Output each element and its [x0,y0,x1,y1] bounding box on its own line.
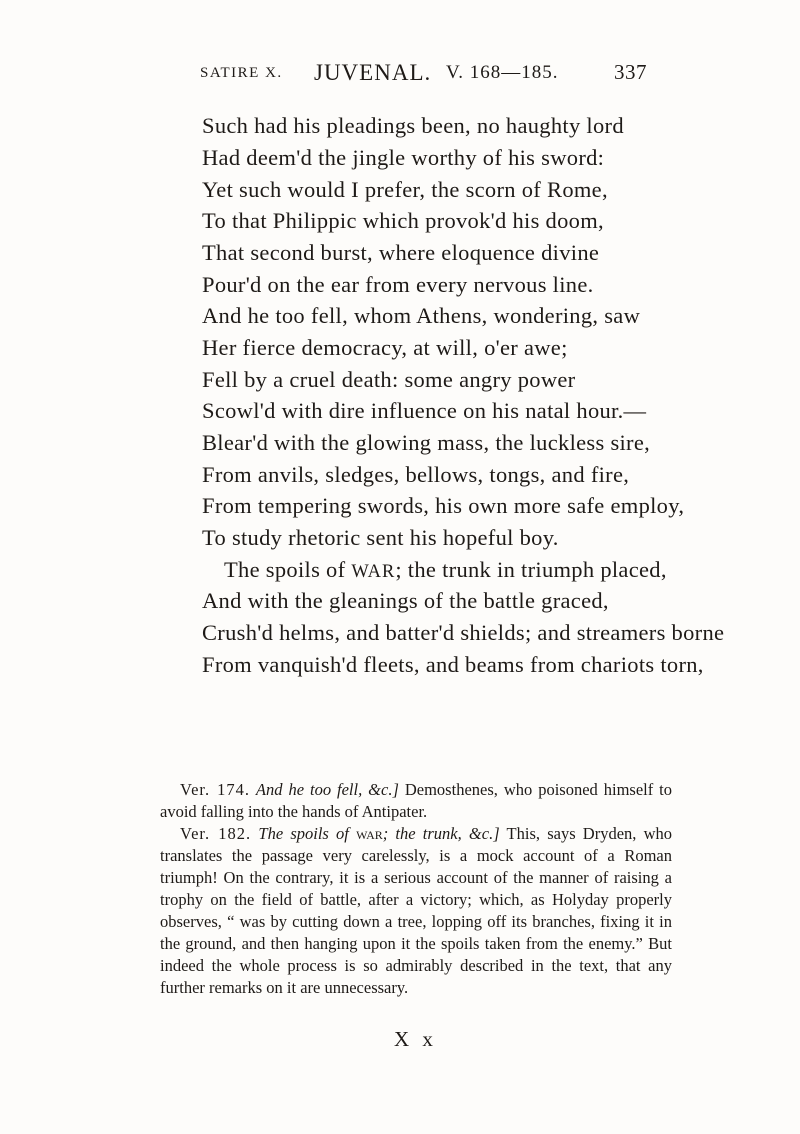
poem-line: From anvils, sledges, bellows, tongs, and fire, [202,462,630,487]
footnote [160,779,672,823]
poem-line: Crush'd helms, and batter'd shields; and streamers borne [202,620,725,645]
note-text: This, says Dryden, who translates the passage very carelessly, is a mock account of a Roman triumph! On the contrary, it is a serious account of the manner of raising a trophy on the field of battle, after a victory; which, as Holyday properly observes, “ was by cutting down a tree, lopping off its branches, fixing it in the ground, and then hanging upon it the spoils taken from the enemy.” But indeed the whole process is so admirably described in the text, that any further remarks on it are unnecessary. [160,824,673,997]
note-cue: And he too fell, &c.] [255,780,399,799]
note-cue: The spoils of [258,824,349,843]
note-text: Demosthenes, who poisoned himself to avoid falling into the hands of Antipater. [160,780,673,821]
poem-line: Her fierce democracy, at will, o'er awe; [202,335,568,360]
page-number: 337 [614,60,647,84]
poem-line: Scowl'd with dire influence on his natal hour.— [202,398,647,423]
poem-line-a: The spoils of WAR; the trunk in triumph placed, [224,557,667,582]
poem-line: And he too fell, whom Athens, wondering, saw [202,303,641,328]
note-reference: Ver. 182. [180,824,252,843]
poem-line: To study rhetoric sent his hopeful boy. [202,525,559,550]
poem-line: To that Philippic which provok'd his doom, [202,208,604,233]
note-cue-tail: ; the trunk, &c.] [382,824,500,843]
footnotes [160,779,672,999]
poem-line: From vanquish'd fleets, and beams from chariots torn, [202,652,704,677]
poem-line: Yet such would I prefer, the scorn of Rome, [202,177,608,202]
poem-line: Such had his pleadings been, no haughty lord [202,113,624,138]
poem-line [224,556,667,585]
poem-line: Blear'd with the glowing mass, the luckless sire, [202,430,651,455]
footnote [160,823,672,999]
note-cue-small-caps: war [356,824,383,843]
author-name: JUVENAL. [314,60,432,85]
poem-line: Pour'd on the ear from every nervous line. [202,272,594,297]
poem-line: Had deem'd the jingle worthy of his sword: [202,145,605,170]
poem-line: Fell by a cruel death: some angry power [202,367,576,392]
poem-line: From tempering swords, his own more safe employ, [202,493,685,518]
note-reference: Ver. 174. [180,780,250,799]
poem-line: That second burst, where eloquence divine [202,240,600,265]
poem-line: And with the gleanings of the battle graced, [202,588,609,613]
satire-number: SATIRE X. [200,65,283,81]
line-range: V. 168—185. [446,62,559,83]
signature-mark: X x [394,1027,437,1051]
running-head [200,60,647,90]
